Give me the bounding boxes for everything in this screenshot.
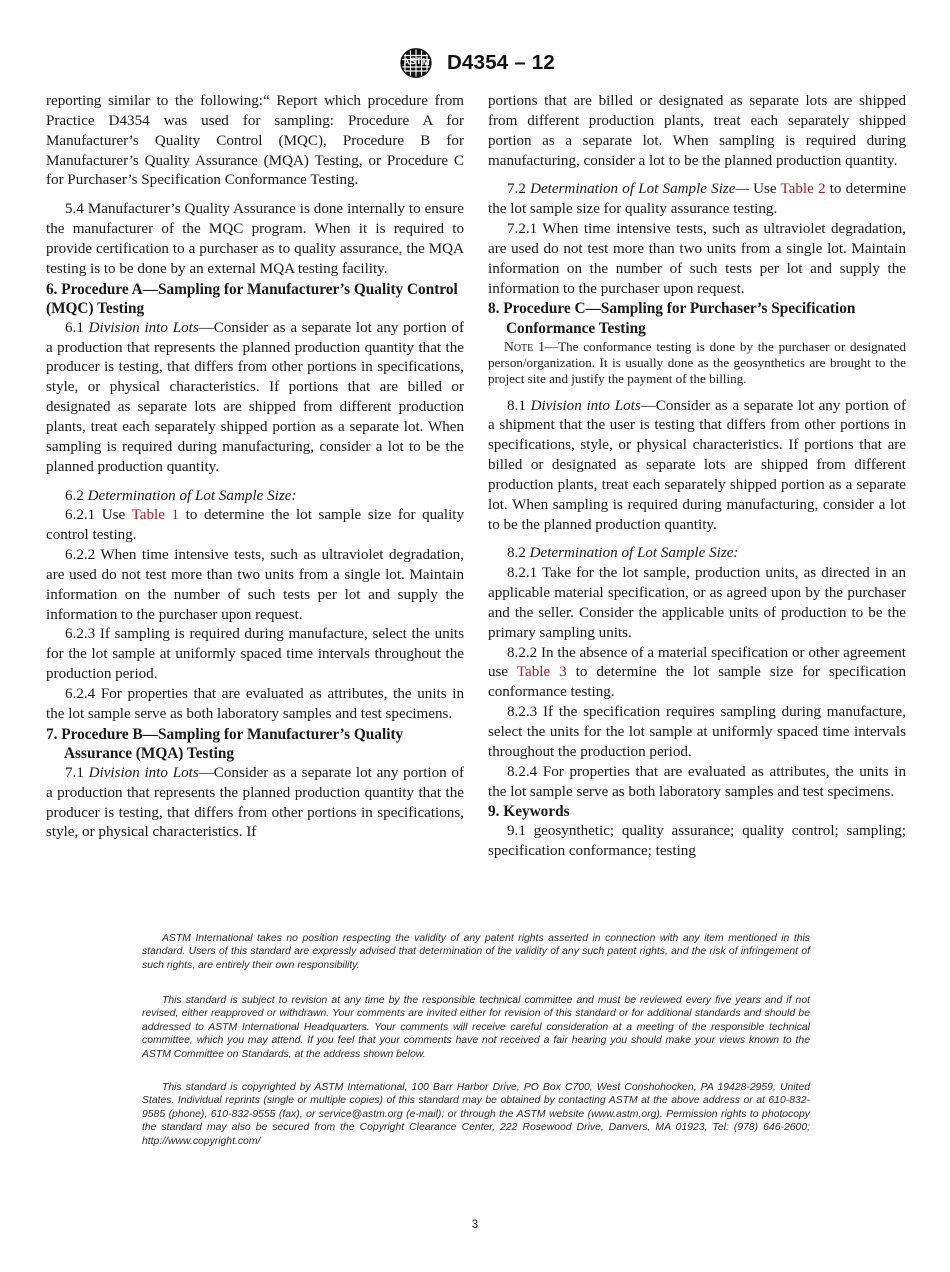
paragraph-9-1: 9.1 geosynthetic; quality assurance; quality control; sampling; specification conformance; testing xyxy=(488,822,906,859)
note-1-body: —The conformance testing is done by the purchaser or designated person/organization. It is usually done as the geosynthetics are brought to the project site and justify the payment of the billing. xyxy=(488,338,906,387)
right-column xyxy=(488,92,906,862)
paragraph-7-2-post: to determine the lot sample size for quality assurance testing. xyxy=(488,181,907,218)
note-1 xyxy=(488,339,906,388)
paragraph-7-2 xyxy=(488,180,906,220)
heading-section-8: 8. Procedure C—Sampling for Purchaser’s Specification Conformance Testing xyxy=(488,300,856,338)
revision-notice xyxy=(142,994,810,1061)
paragraph-7-1-title: Division into Lots xyxy=(88,764,199,781)
paragraph-6-2-2: 6.2.2 When time intensive tests, such as ultraviolet degradation, are used do not test more than two units from a single lot. Maintain information on the number of such tests per lot and supply the information to the purchaser upon request. xyxy=(46,547,464,623)
paragraph-6-2-title: Determination of Lot Sample Size: xyxy=(87,487,297,504)
svg-text:T: T xyxy=(415,55,422,67)
paragraph-6-2-3: 6.2.3 If sampling is required during manufacture, select the units for the lot sample at uniformly spaced time intervals throughout the production period. xyxy=(46,626,464,683)
paragraph-6-2-number: 6.2 xyxy=(65,487,88,504)
page-header xyxy=(0,48,950,78)
paragraph-8-2 xyxy=(488,544,906,564)
paragraph-5-3-continued: reporting similar to the following:“ Report which procedure from Practice D4354 was used for sampling: Procedure A for Manufacturer’s Quality Control (MQC), Procedure B for Manufacturer’s Quality Assurance (MQA) Testing, or Procedure C for Purchaser’s Specification Conformance Testing. xyxy=(46,93,464,189)
paragraph-8-2-1: 8.2.1 Take for the lot sample, production units, as directed in an applicable material specification, or as agreed upon by the purchaser and the seller. Consider the applicable units of production to be the primary sampling units. xyxy=(488,565,906,641)
paragraph-8-2-2-pre: 8.2.2 In the absence of a material specification or other agreement use xyxy=(488,644,906,681)
note-1-label: Note 1 xyxy=(504,338,545,354)
page-number: 3 xyxy=(471,1219,479,1231)
copyright-notice-text: This standard is copyrighted by ASTM International, 100 Barr Harbor Drive, PO Box C700, West Conshohocken, PA 19428-2959, United States. Individual reprints (single or multiple copies) of this standard may be obtained by contacting ASTM at the above address or at 610-832-9585 (phone), 610-832-9555 (fax), or service@astm.org (e-mail); or through the ASTM website (www.astm.org). Permission rights to photocopy the standard may also be secured from the Copyright Clearance Center, 222 Rosewood Drive, Danvers, MA 01923, Tel: (978) 646-2600; http://www.copyright.com/ xyxy=(142,1082,810,1147)
paragraph-8-1-body: —Consider as a separate lot any portion of a shipment that the user is testing that differs from other portions in specifications, style, or physical characteristics. If portions that are billed or designated as separate lots are shipped from different production plants, treat each separately shipped portion as a separate lot. When sampling is required during manufacturing, consider a lot to be the planned production quantity. xyxy=(488,397,907,533)
paragraph-6-1-number: 6.1 xyxy=(65,319,89,336)
paragraph-8-2-2 xyxy=(488,644,906,704)
table-1-link[interactable]: Table 1 xyxy=(131,507,180,524)
paragraph-6-1-body: —Consider as a separate lot any portion of a production that represents the planned production quantity that the producer is testing, that differs from other portions in specifications, style, or physical characteristics. If portions that are billed or designated as separate lots are shipped from different production plants, treat each separately shipped portion as a separate lot. When sampling is required during manufacturing, consider a lot to be the planned production quantity. xyxy=(46,319,465,475)
paragraph-6-1-title: Division into Lots xyxy=(88,319,199,336)
paragraph-7-2-number: 7.2 xyxy=(507,181,531,198)
paragraph-8-2-number: 8.2 xyxy=(507,545,530,562)
paragraph-6-2 xyxy=(46,487,464,507)
paragraph-6-2-1 xyxy=(46,506,464,546)
left-column xyxy=(46,92,464,862)
document-designation: D4354 – 12 xyxy=(446,51,555,74)
paragraph-7-1-number: 7.1 xyxy=(65,764,89,781)
paragraph-7-1 xyxy=(46,764,464,843)
paragraph-5-4: 5.4 Manufacturer’s Quality Assurance is done internally to ensure the manufacturer of the MQC program. When it is required to provide certification to a purchaser as to quality assurance, the MQA testing is to be done by an external MQA testing facility. xyxy=(46,201,464,277)
svg-text:S: S xyxy=(409,54,417,67)
paragraph-6-2-1-post: to determine the lot sample size for quality control testing. xyxy=(46,507,465,544)
heading-section-6: 6. Procedure A—Sampling for Manufacturer’s Quality Control (MQC) Testing xyxy=(46,280,458,318)
paragraph-8-1 xyxy=(488,397,906,536)
paragraph-8-2-4: 8.2.4 For properties that are evaluated as attributes, the units in the lot sample serve as both laboratory samples and test specimens. xyxy=(488,763,906,800)
paragraph-8-2-2-post: to determine the lot sample size for specification conformance testing. xyxy=(488,664,906,701)
paragraph-6-1 xyxy=(46,319,464,478)
copyright-notice xyxy=(142,1081,810,1148)
paragraph-6-2-4: 6.2.4 For properties that are evaluated as attributes, the units in the lot sample serve as both laboratory samples and test specimens. xyxy=(46,685,464,722)
paragraph-6-2-1-pre: 6.2.1 Use xyxy=(65,507,132,524)
paragraph-7-1-body: —Consider as a separate lot any portion of a production that represents the planned production quantity that the producer is testing, that differs from other portions in specifications, style, or physical characteristics. If xyxy=(46,764,465,841)
heading-section-9: 9. Keywords xyxy=(488,803,570,821)
paragraph-8-1-number: 8.1 xyxy=(507,397,531,414)
table-3-link[interactable]: Table 3 xyxy=(516,664,567,681)
paragraph-8-2-title: Determination of Lot Sample Size: xyxy=(529,545,739,562)
revision-notice-text: This standard is subject to revision at any time by the responsible technical committee and must be reviewed every five years and if not revised, either reapproved or withdrawn. Your comments are invited either for revision of this standard or for additional standards and should be addressed to ASTM International Headquarters. Your comments will receive careful consideration at a meeting of the responsible technical committee, which you may attend. If you feel that your comments have not received a fair hearing you should make your views known to the ASTM Committee on Standards, at the address shown below. xyxy=(142,995,810,1060)
body-columns xyxy=(46,92,906,862)
paragraph-8-2-3: 8.2.3 If the specification requires sampling during manufacture, select the units for the lot sample at uniformly spaced time intervals throughout the production period. xyxy=(488,704,906,760)
paragraph-7-2-title: Determination of Lot Sample Size— xyxy=(530,181,749,198)
patent-rights-notice xyxy=(142,932,810,972)
patent-rights-notice-text: ASTM International takes no position respecting the validity of any patent rights asserted in connection with any item mentioned in this standard. Users of this standard are expressly advised that determination of the validity of any such patent rights, and the risk of infringement of such rights, are entirely their own responsibility. xyxy=(142,933,810,971)
svg-text:M: M xyxy=(421,55,431,68)
paragraph-8-1-title: Division into Lots xyxy=(530,397,641,414)
paragraph-7-2-pre: Use xyxy=(748,181,781,198)
paragraph-7-2-1: 7.2.1 When time intensive tests, such as ultraviolet degradation, are used do not test more than two units from a single lot. Maintain information on the number of such tests per lot and supply the information to the purchaser upon request. xyxy=(488,221,906,297)
astm-logo-icon xyxy=(395,48,437,78)
table-2-link[interactable]: Table 2 xyxy=(780,181,826,198)
svg-text:A: A xyxy=(402,55,411,68)
paragraph-7-1-continued: portions that are billed or designated as separate lots are shipped from different production plants, treat each separately shipped portion as a separate lot. When sampling is required during manufacturing, consider a lot to be the planned production quantity. xyxy=(488,93,906,169)
heading-section-7: 7. Procedure B—Sampling for Manufacturer’s Quality Assurance (MQA) Testing xyxy=(46,725,404,763)
